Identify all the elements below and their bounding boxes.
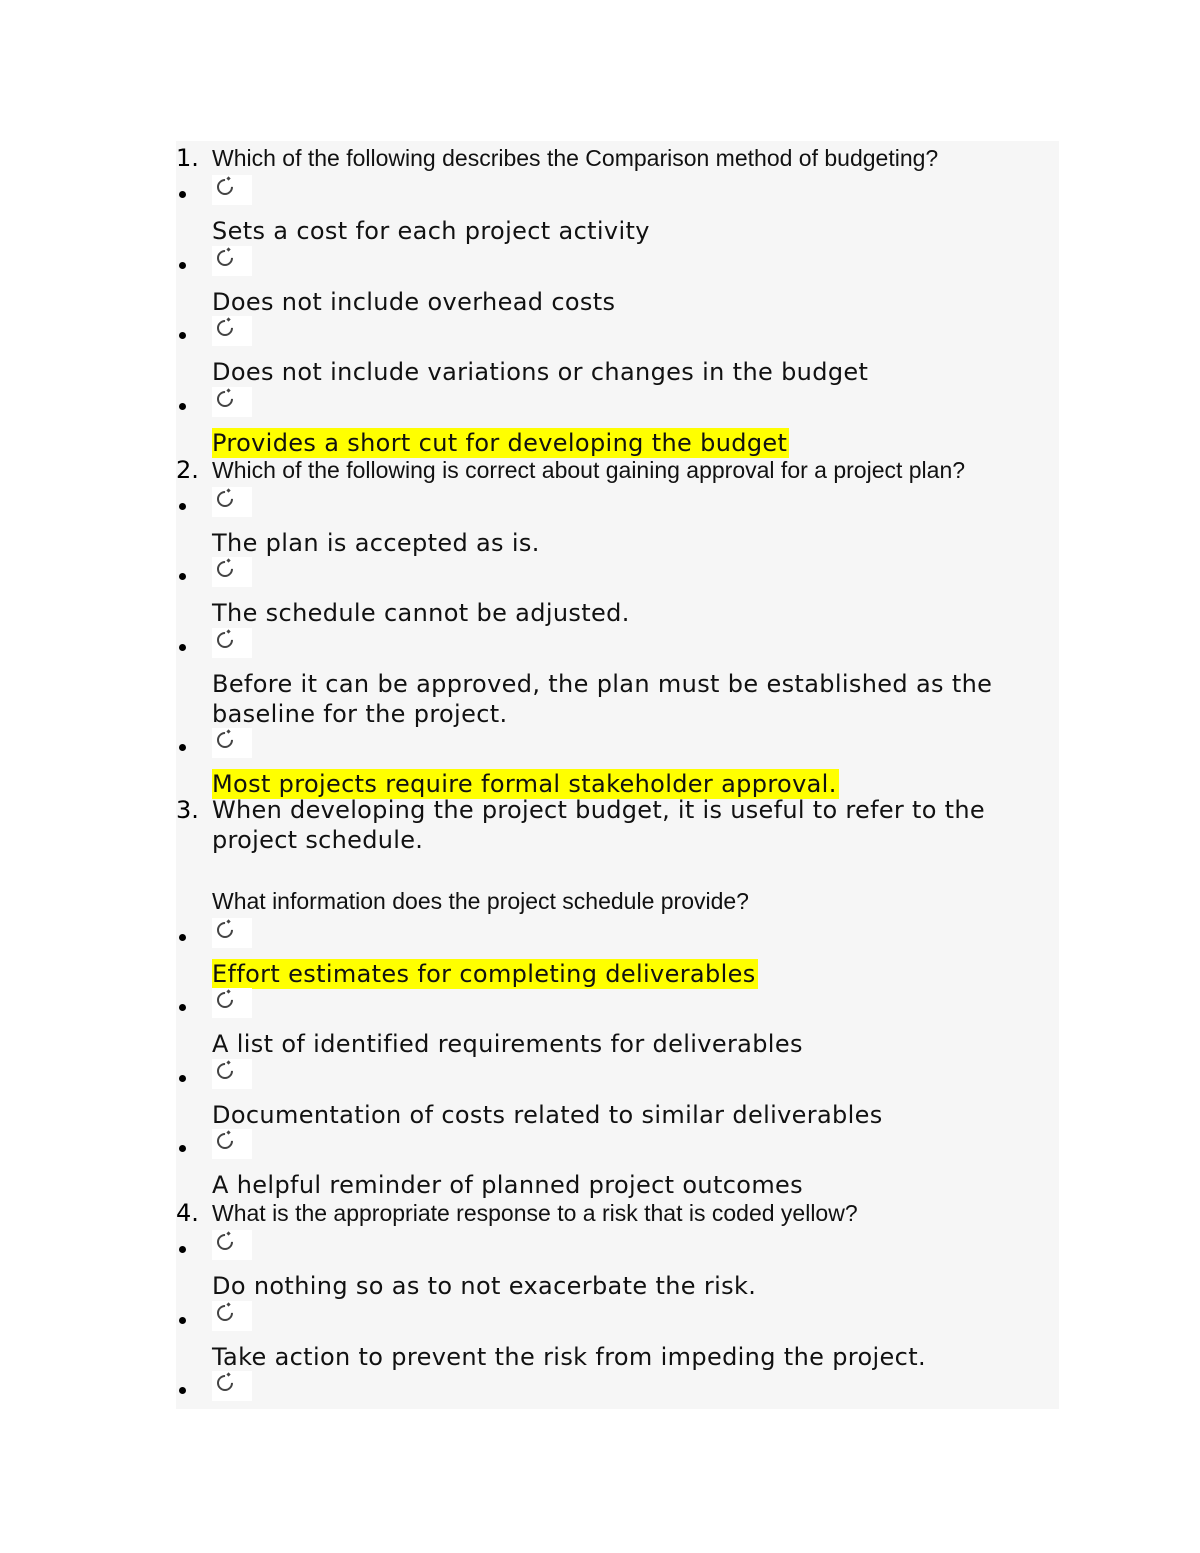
radio-button[interactable] <box>212 988 252 1018</box>
question-number: 2. <box>176 456 199 484</box>
option-label: Before it can be approved, the plan must be established as the <box>212 670 993 698</box>
option-label: Documentation of costs related to similar deliverables <box>212 1101 883 1129</box>
option-4b[interactable] <box>176 1301 1059 1371</box>
question-text: What is the appropriate response to a risk that is coded yellow? <box>212 1200 858 1226</box>
radio-icon <box>214 388 237 411</box>
option-4a[interactable] <box>176 1230 1059 1300</box>
bullet-icon <box>179 503 186 510</box>
bullet-icon <box>179 1317 186 1324</box>
option-3a[interactable] <box>176 918 1059 988</box>
bullet-icon <box>179 1145 186 1152</box>
bullet-icon <box>179 934 186 941</box>
radio-icon <box>214 1231 237 1254</box>
option-label: Does not include overhead costs <box>212 288 616 316</box>
option-label: The plan is accepted as is. <box>212 529 540 557</box>
radio-button[interactable] <box>212 246 252 276</box>
option-3b[interactable] <box>176 988 1059 1058</box>
question-number: 4. <box>176 1199 199 1227</box>
question-text: Which of the following is correct about gaining approval for a project plan? <box>212 457 966 483</box>
radio-button[interactable] <box>212 557 252 587</box>
radio-icon <box>214 989 237 1012</box>
option-label: The schedule cannot be adjusted. <box>212 599 630 627</box>
bullet-icon <box>179 191 186 198</box>
option-label: A helpful reminder of planned project outcomes <box>212 1171 804 1199</box>
question-number: 3. <box>176 796 199 824</box>
radio-icon <box>214 629 237 652</box>
radio-icon <box>214 729 237 752</box>
option-1a[interactable] <box>176 175 1059 245</box>
option-label: A list of identified requirements for deliverables <box>212 1030 803 1058</box>
option-label: Sets a cost for each project activity <box>212 217 650 245</box>
radio-button[interactable] <box>212 728 252 758</box>
option-4c[interactable] <box>176 1371 1059 1409</box>
bullet-icon <box>179 262 186 269</box>
option-1d[interactable] <box>176 387 1059 457</box>
bullet-icon <box>179 403 186 410</box>
question-text: When developing the project budget, it is useful to refer to the project schedule. <box>212 796 985 854</box>
bullet-icon <box>179 1004 186 1011</box>
option-1b[interactable] <box>176 246 1059 316</box>
question-text: Which of the following describes the Comparison method of budgeting? <box>212 145 939 171</box>
radio-button[interactable] <box>212 918 252 948</box>
quiz-panel <box>176 141 1059 1409</box>
bullet-icon <box>179 644 186 651</box>
radio-icon <box>214 1372 237 1395</box>
radio-button[interactable] <box>212 1230 252 1260</box>
radio-button[interactable] <box>212 487 252 517</box>
radio-icon <box>214 919 237 942</box>
option-2d[interactable] <box>176 728 1059 798</box>
option-label: Does not include variations or changes in the budget <box>212 358 869 386</box>
radio-button[interactable] <box>212 1059 252 1089</box>
radio-icon <box>214 1302 237 1325</box>
radio-icon <box>214 1130 237 1153</box>
radio-button[interactable] <box>212 1301 252 1331</box>
bullet-icon <box>179 1246 186 1253</box>
option-label-highlighted: Provides a short cut for developing the budget <box>212 429 788 457</box>
radio-icon <box>214 317 237 340</box>
option-2b[interactable] <box>176 557 1059 627</box>
question-number: 1. <box>176 144 199 172</box>
bullet-icon <box>179 1387 186 1394</box>
option-label-highlighted: Effort estimates for completing deliverables <box>212 960 756 988</box>
radio-icon <box>214 558 237 581</box>
option-3d[interactable] <box>176 1129 1059 1199</box>
radio-button[interactable] <box>212 1371 252 1401</box>
radio-icon <box>214 1060 237 1083</box>
radio-button[interactable] <box>212 387 252 417</box>
radio-button[interactable] <box>212 628 252 658</box>
bullet-icon <box>179 1075 186 1082</box>
bullet-icon <box>179 744 186 751</box>
radio-button[interactable] <box>212 1129 252 1159</box>
radio-icon <box>214 176 237 199</box>
option-3c[interactable] <box>176 1059 1059 1129</box>
radio-button[interactable] <box>212 316 252 346</box>
radio-icon <box>214 488 237 511</box>
radio-icon <box>214 247 237 270</box>
option-label-line2: baseline for the project. <box>212 700 508 728</box>
option-label-highlighted: Most projects require formal stakeholder approval. <box>212 770 837 798</box>
bullet-icon <box>179 573 186 580</box>
option-2a[interactable] <box>176 487 1059 557</box>
bullet-icon <box>179 332 186 339</box>
option-label: Take action to prevent the risk from impeding the project. <box>212 1343 926 1371</box>
option-label: Do nothing so as to not exacerbate the risk. <box>212 1272 757 1300</box>
radio-button[interactable] <box>212 175 252 205</box>
option-2c[interactable] <box>176 628 1059 728</box>
option-1c[interactable] <box>176 316 1059 386</box>
question-subtext: What information does the project schedule provide? <box>212 888 749 914</box>
